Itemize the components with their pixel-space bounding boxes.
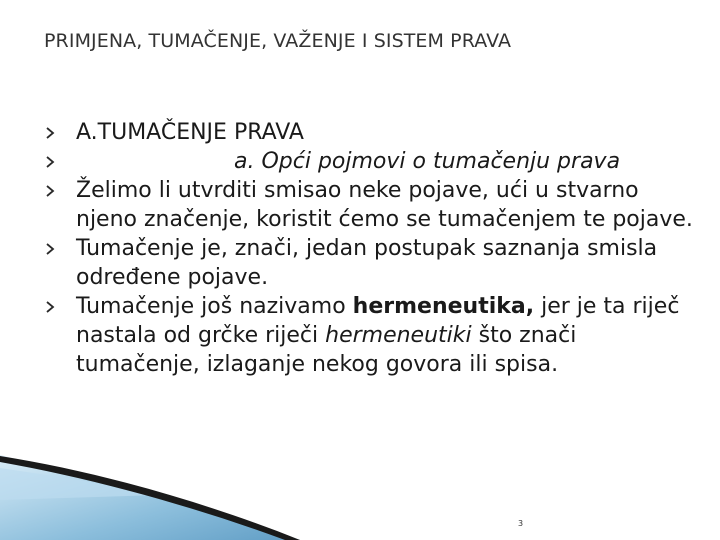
bullet-subheading: a. Opći pojmovi o tumačenju prava: [234, 149, 621, 174]
bullet-item: [44, 176, 694, 234]
bullet-list: [44, 118, 694, 379]
chevron-right-icon: [44, 156, 56, 168]
chevron-right-icon: [44, 301, 56, 313]
bullet-item: [44, 118, 694, 147]
chevron-right-icon: [44, 243, 56, 255]
bullet-text-after: što znači tumačenje, izlaganje nekog govora ili spisa.: [76, 323, 577, 377]
bold-term: hermeneutika,: [352, 294, 535, 319]
page-number: 3: [518, 519, 524, 528]
bullet-item: [44, 147, 694, 176]
bullet-text: Tumačenje je, znači, jedan postupak saznanja smisla određene pojave.: [76, 236, 658, 290]
bullet-text-middle: jer je ta riječ nastala od grčke riječi: [76, 294, 680, 348]
chevron-right-icon: [44, 127, 56, 139]
bullet-text: Želimo li utvrditi smisao neke pojave, ući u stvarno njeno značenje, koristit ćemo se tumačenjem te pojave.: [76, 178, 693, 232]
chevron-right-icon: [44, 185, 56, 197]
bullet-item: [44, 292, 694, 379]
bullet-text-before: Tumačenje još nazivamo: [76, 294, 353, 319]
slide-title: PRIMJENA, TUMAČENJE, VAŽENJE I SISTEM PRAVA: [44, 30, 512, 52]
bullet-text: A.TUMAČENJE PRAVA: [76, 120, 304, 145]
italic-term: hermeneutiki: [325, 323, 472, 348]
bullet-item: [44, 234, 694, 292]
